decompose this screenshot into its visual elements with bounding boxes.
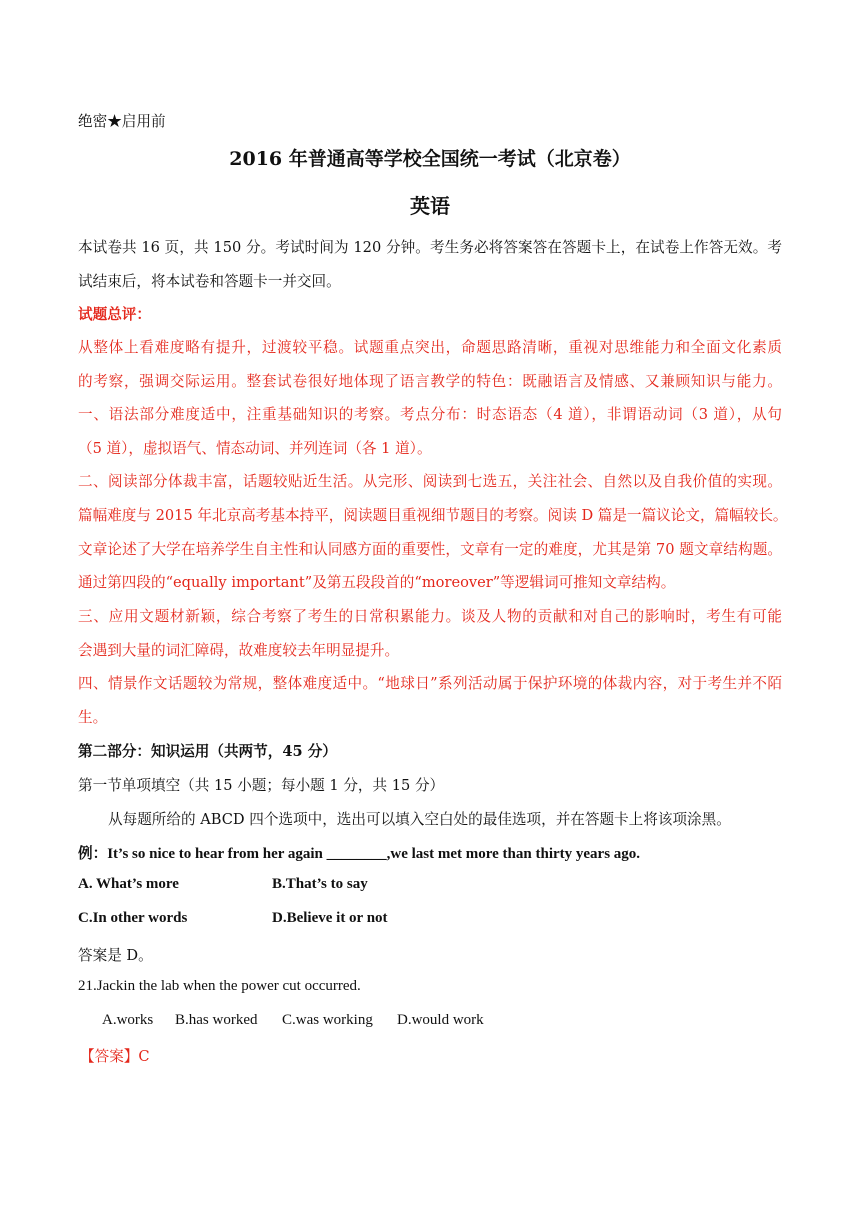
example-question-text: It’s so nice to hear from her again ________,we last met more than thirty years ago. (107, 846, 641, 862)
review-line: 一、语法部分难度适中，注重基础知识的考察。考点分布：时态语态（4 道），非谓语动词（3 道），从句 (78, 406, 782, 423)
q21-option-a: A.works (102, 1012, 154, 1028)
q21-option-c: C.was working (282, 1012, 373, 1028)
example-option-c: C.In other words (78, 910, 188, 926)
intro-line-2: 试结束后，将本试卷和答题卡一并交回。 (78, 273, 341, 290)
q21-answer: 【答案】C (80, 1048, 150, 1065)
review-line: 文章论述了大学在培养学生自主性和认同感方面的重要性，文章有一定的难度，尤其是第 70 题文章结构题。 (78, 541, 782, 558)
q21-option-b: B.has worked (175, 1012, 258, 1028)
review-line: 的考察，强调交际运用。整套试卷很好地体现了语言教学的特色：既融语言及情感、又兼顾知识与能力。 (78, 373, 782, 390)
example-option-d: D.Believe it or not (272, 910, 388, 926)
subject-title: 英语 (410, 194, 450, 218)
review-line: 三、应用文题材新颖，综合考察了考生的日常积累能力。谈及人物的贡献和对自己的影响时，考生有可能 (78, 608, 782, 625)
example-option-a: A. What’s more (78, 876, 179, 892)
review-line: 篇幅难度与 2015 年北京高考基本持平，阅读题目重视细节题目的考察。阅读 D 篇是一篇议论文，篇幅较长。 (78, 507, 788, 524)
secrecy-label: 绝密★启用前 (78, 113, 166, 130)
section1-heading: 第一节单项填空（共 15 小题；每小题 1 分，共 15 分） (78, 777, 445, 794)
question-21: 21.Jackin the lab when the power cut occurred. (78, 978, 361, 994)
review-line: 四、情景作文话题较为常规，整体难度适中。“地球日”系列活动属于保护环境的体裁内容，对于考生并不陌 (78, 675, 782, 692)
review-line: 二、阅读部分体裁丰富，话题较贴近生活。从完形、阅读到七选五，关注社会、自然以及自我价值的实现。 (78, 473, 782, 490)
section1-instruction: 从每题所给的 ABCD 四个选项中，选出可以填入空白处的最佳选项，并在答题卡上将该项涂黑。 (108, 811, 731, 828)
review-line: （5 道），虚拟语气、情态动词、并列连词（各 1 道）。 (78, 440, 432, 457)
review-line: 会遇到大量的词汇障碍，故难度较去年明显提升。 (78, 642, 400, 659)
review-heading: 试题总评： (78, 306, 151, 323)
exam-title: 2016 年普通高等学校全国统一考试（北京卷） (229, 148, 631, 170)
review-line: 生。 (78, 709, 108, 726)
example-option-b: B.That’s to say (272, 876, 368, 892)
part2-heading: 第二部分：知识运用（共两节，45 分） (78, 743, 337, 760)
review-line: 通过第四段的“equally important”及第五段段首的“moreover”等逻辑词可推知文章结构。 (78, 574, 676, 591)
review-line: 从整体上看难度略有提升，过渡较平稳。试题重点突出，命题思路清晰，重视对思维能力和全面文化素质 (78, 339, 782, 356)
intro-line-1: 本试卷共 16 页，共 150 分。考试时间为 120 分钟。考生务必将答案答在答题卡上，在试卷上作答无效。考 (78, 239, 782, 256)
q21-option-d: D.would work (397, 1012, 484, 1028)
example-label: 例： (78, 845, 108, 862)
example-question (78, 842, 640, 863)
example-answer: 答案是 D。 (78, 947, 153, 964)
